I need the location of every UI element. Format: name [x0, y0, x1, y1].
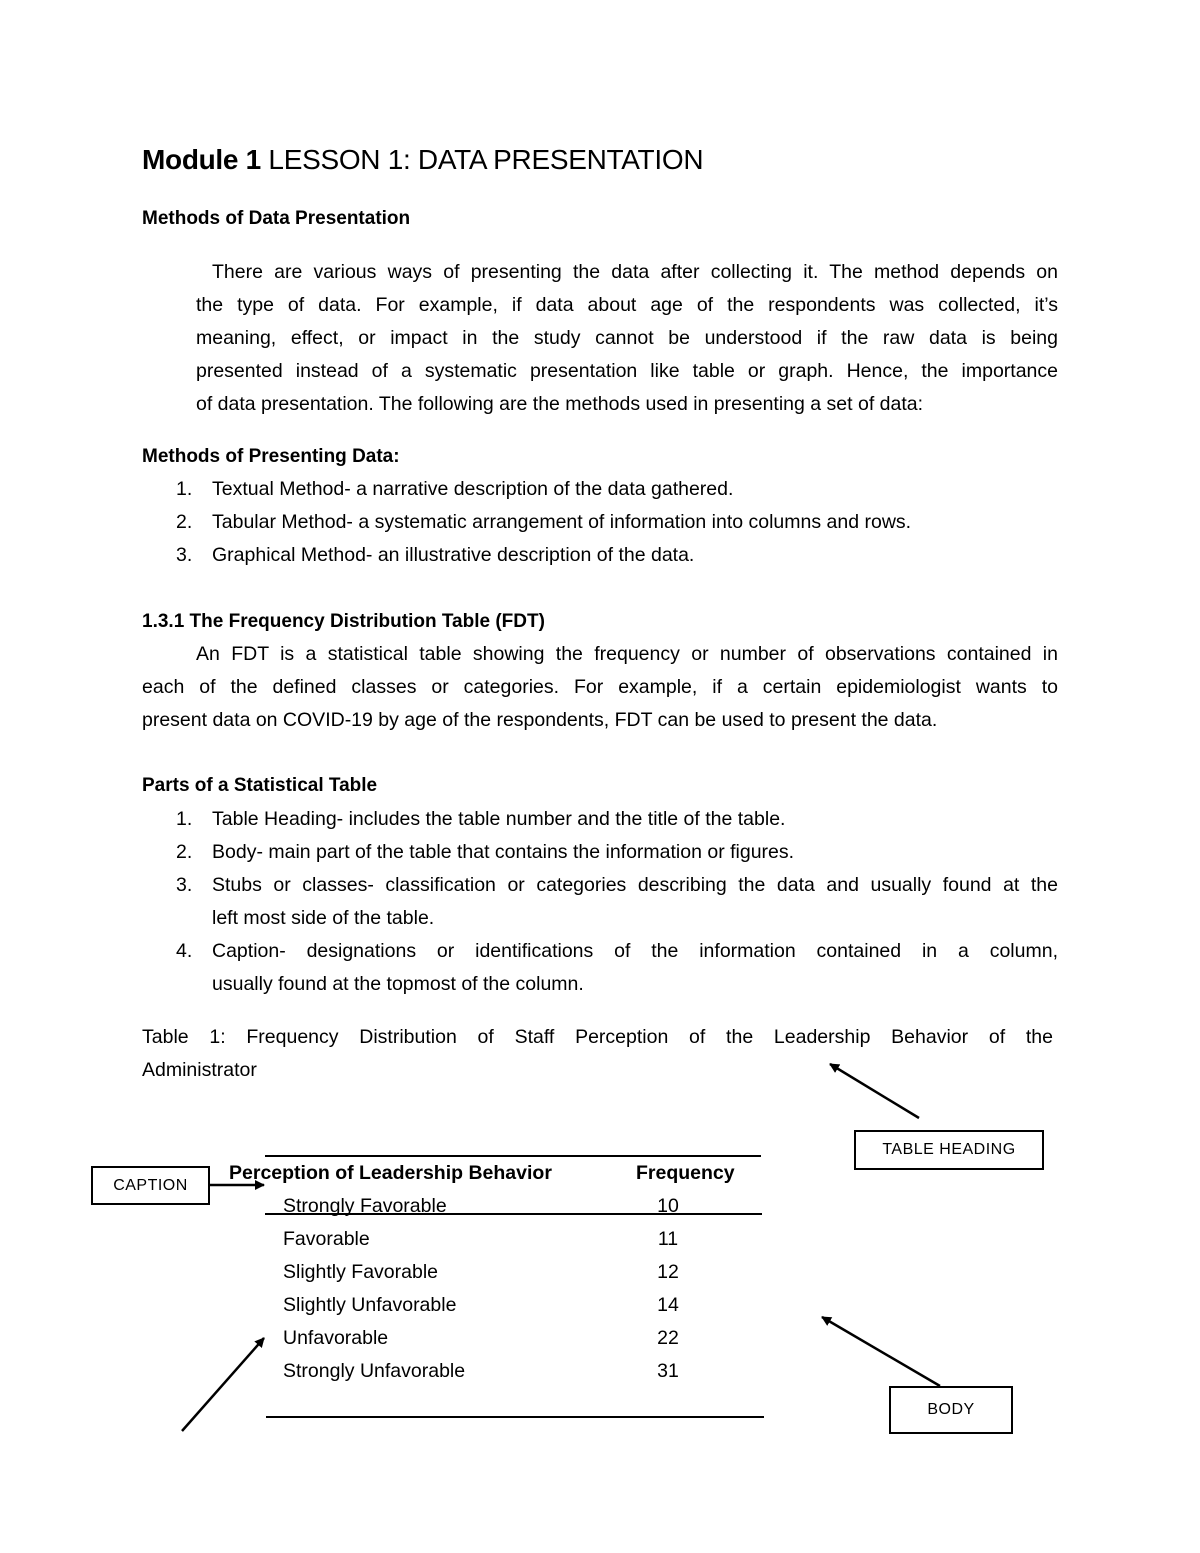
intro-line: the type of data. For example, if data about age of the respondents was collected, it’s	[196, 294, 1058, 316]
body-label-box: BODY	[889, 1386, 1013, 1434]
item-number: 4.	[176, 940, 193, 962]
item-text: Graphical Method- an illustrative description of the data.	[212, 544, 695, 566]
table-header-perception: Perception of Leadership Behavior	[229, 1162, 552, 1184]
title-prefix: Module 1	[142, 144, 269, 175]
item-number: 2.	[176, 841, 193, 863]
fdt-heading: 1.3.1 The Frequency Distribution Table (FDT)	[142, 611, 545, 632]
title-main: LESSON 1: DATA PRESENTATION	[268, 144, 704, 175]
table-row-label: Strongly Unfavorable	[283, 1360, 466, 1382]
item-number: 1.	[176, 478, 193, 500]
body-arrow	[822, 1317, 940, 1386]
table-row-label: Strongly Favorable	[283, 1195, 447, 1217]
table-title-line: Administrator	[142, 1059, 257, 1081]
fdt-line: each of the defined classes or categories. For example, if a certain epidemiologist wants to	[142, 676, 1058, 698]
item-text: Tabular Method- a systematic arrangement of information into columns and rows.	[212, 511, 912, 533]
intro-line: There are various ways of presenting the data after collecting it. The method depends on	[212, 261, 1058, 283]
table-row-value: 12	[657, 1261, 679, 1283]
table-row-value: 14	[657, 1294, 679, 1316]
item-text: left most side of the table.	[212, 907, 435, 929]
item-text: Table Heading- includes the table number and the title of the table.	[212, 808, 786, 830]
parts-heading: Parts of a Statistical Table	[142, 775, 378, 796]
table-row-value: 22	[657, 1327, 679, 1349]
table-row-value: 11	[657, 1228, 679, 1250]
stub-arrow	[182, 1338, 264, 1431]
item-text: usually found at the topmost of the column.	[212, 973, 584, 995]
intro-line: presented instead of a systematic presentation like table or graph. Hence, the importance	[196, 360, 1058, 382]
caption-label-box: CAPTION	[91, 1166, 210, 1205]
table-row-value: 31	[657, 1360, 679, 1382]
table-header-frequency: Frequency	[636, 1162, 735, 1184]
table-row-label: Slightly Unfavorable	[283, 1294, 457, 1316]
table-row-label: Unfavorable	[283, 1327, 389, 1349]
item-number: 1.	[176, 808, 193, 830]
fdt-line: An FDT is a statistical table showing the frequency or number of observations contained in	[196, 643, 1058, 665]
item-number: 2.	[176, 511, 193, 533]
intro-line: of data presentation. The following are the methods used in presenting a set of data:	[196, 393, 924, 415]
intro-line: meaning, effect, or impact in the study cannot be understood if the raw data is being	[196, 327, 1058, 349]
table-row-label: Slightly Favorable	[283, 1261, 438, 1283]
fdt-line: present data on COVID-19 by age of the respondents, FDT can be used to present the data.	[142, 709, 938, 731]
table-title-line: Table 1: Frequency Distribution of Staff Perception of the Leadership Behavior of the	[142, 1026, 1053, 1048]
item-text: Stubs or classes- classification or categories describing the data and usually found at the	[212, 874, 1058, 896]
table-heading-label-box: TABLE HEADING	[854, 1130, 1044, 1170]
item-text: Textual Method- a narrative description of the data gathered.	[212, 478, 734, 500]
table-heading-arrow	[830, 1064, 919, 1118]
item-text: Caption- designations or identifications of the information contained in a column,	[212, 940, 1058, 962]
table-row-value: 10	[657, 1195, 679, 1217]
table-row-label: Favorable	[283, 1228, 370, 1250]
item-number: 3.	[176, 544, 193, 566]
methods-of-data-presentation-heading: Methods of Data Presentation	[142, 208, 411, 229]
item-text: Body- main part of the table that contains the information or figures.	[212, 841, 795, 863]
item-number: 3.	[176, 874, 193, 896]
methods-of-presenting-data-heading: Methods of Presenting Data:	[142, 446, 400, 467]
